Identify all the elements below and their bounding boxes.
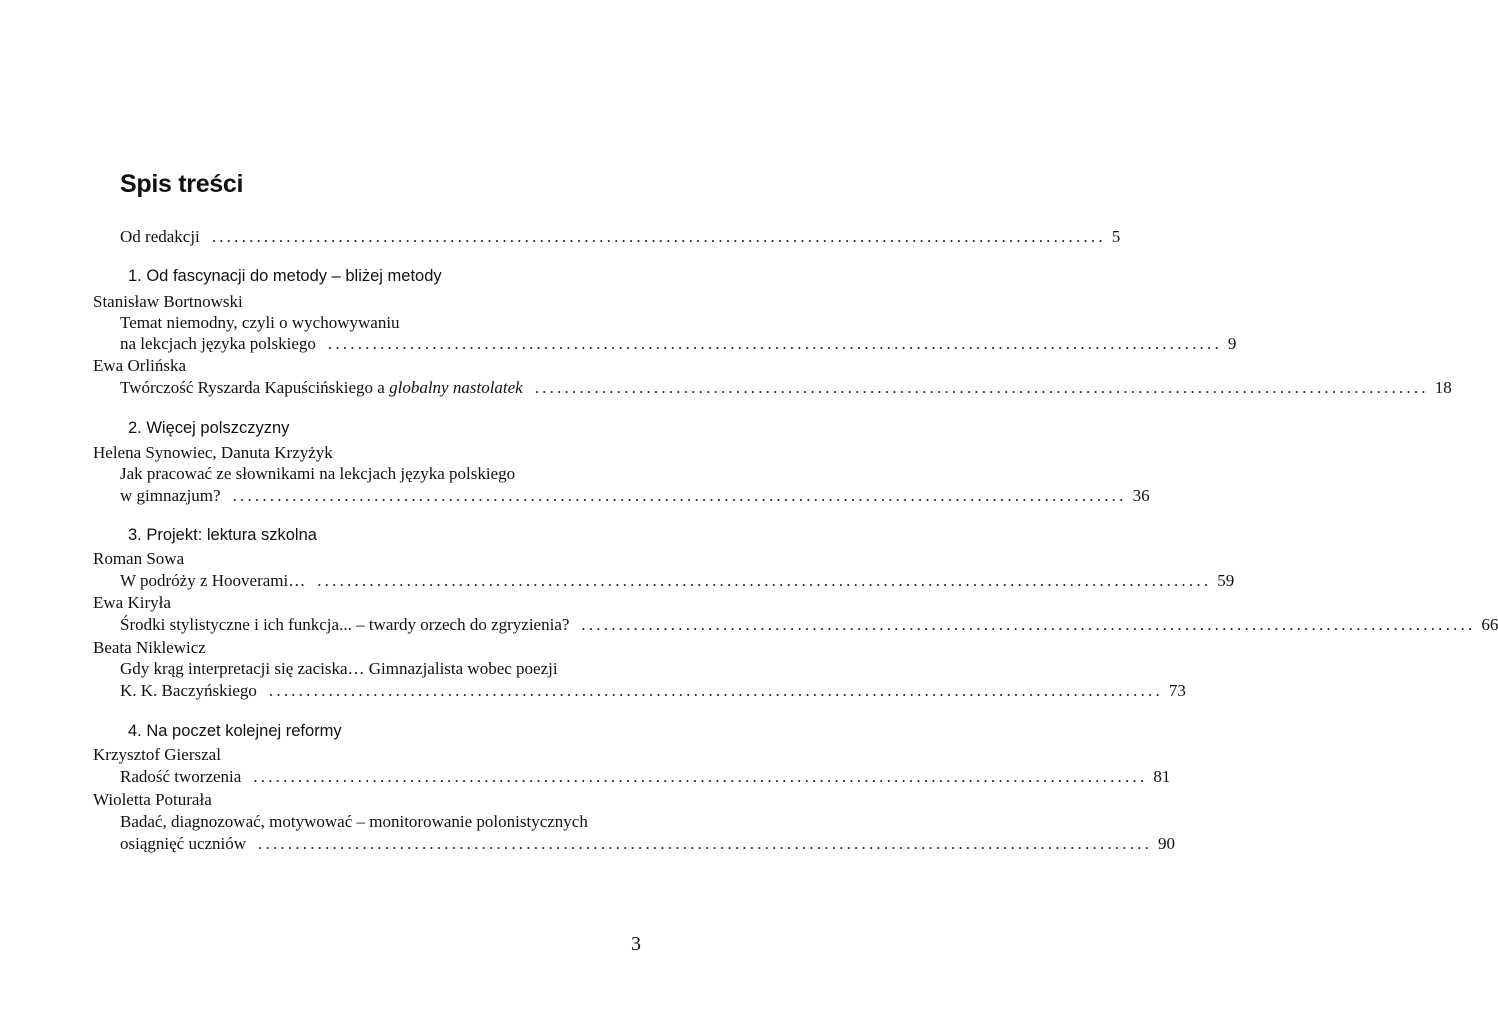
dot-leader: ........................................................................................................................ bbox=[268, 681, 1163, 700]
dot-leader: ........................................................................................................................ bbox=[258, 834, 1153, 853]
entry-author: Ewa Kiryła bbox=[93, 593, 171, 612]
toc-entry bbox=[120, 834, 1176, 854]
entry-page: 18 bbox=[1434, 378, 1452, 397]
entry-author: Beata Niklewicz bbox=[93, 638, 206, 657]
entry-title: Badać, diagnozować, motywować – monitorowanie polonistycznych bbox=[120, 812, 588, 831]
entry-page: 9 bbox=[1227, 334, 1237, 353]
entry-title: Od redakcji bbox=[120, 227, 200, 246]
toc-entry-intro bbox=[120, 227, 1121, 247]
entry-title-cont: K. K. Baczyńskiego bbox=[120, 681, 257, 700]
entry-author: Ewa Orlińska bbox=[93, 356, 187, 375]
entry-page: 90 bbox=[1158, 834, 1176, 853]
entry-title: Temat niemodny, czyli o wychowywaniu bbox=[120, 313, 400, 332]
entry-page: 73 bbox=[1168, 681, 1186, 700]
dot-leader: ........................................................................................................................ bbox=[317, 571, 1212, 590]
toc-entry bbox=[120, 486, 1150, 506]
entry-author: Krzysztof Gierszal bbox=[93, 745, 221, 764]
entry-page: 5 bbox=[1111, 227, 1121, 246]
section-heading-2: 2. Więcej polszczyzny bbox=[128, 419, 290, 437]
entry-title: Jak pracować ze słownikami na lekcjach języka polskiego bbox=[120, 464, 516, 483]
dot-leader: ........................................................................................................................ bbox=[253, 767, 1148, 786]
section-heading-4: 4. Na poczet kolejnej reformy bbox=[128, 722, 342, 740]
entry-title-cont: na lekcjach języka polskiego bbox=[120, 334, 316, 353]
entry-title-cont: w gimnazjum? bbox=[120, 486, 221, 505]
dot-leader: ........................................................................................................................ bbox=[534, 378, 1429, 397]
toc-entry bbox=[120, 334, 1237, 354]
entry-page: 81 bbox=[1153, 767, 1171, 786]
toc-entry bbox=[120, 571, 1235, 591]
toc-entry bbox=[120, 615, 1498, 635]
page-title: Spis treści bbox=[120, 170, 244, 198]
dot-leader: ........................................................................................................................ bbox=[211, 227, 1106, 246]
entry-title: Środki stylistyczne i ich funkcja... – twardy orzech do zgryzienia? bbox=[120, 615, 570, 634]
dot-leader: ........................................................................................................................ bbox=[232, 486, 1127, 505]
entry-title: Radość tworzenia bbox=[120, 767, 242, 786]
toc-entry bbox=[120, 378, 1452, 398]
toc-entry bbox=[120, 681, 1186, 701]
entry-title-italic: globalny nastolatek bbox=[389, 378, 523, 397]
toc-entry bbox=[120, 767, 1171, 787]
entry-title: Twórczość Ryszarda Kapuścińskiego a globalny nastolatek bbox=[120, 378, 523, 397]
entry-author: Stanisław Bortnowski bbox=[93, 292, 243, 311]
dot-leader: ........................................................................................................................ bbox=[327, 334, 1222, 353]
section-heading-1: 1. Od fascynacji do metody – bliżej metody bbox=[128, 267, 442, 285]
entry-page: 36 bbox=[1132, 486, 1150, 505]
entry-page: 59 bbox=[1217, 571, 1235, 590]
entry-title-cont: osiągnięć uczniów bbox=[120, 834, 247, 853]
entry-title: Gdy krąg interpretacji się zaciska… Gimnazjalista wobec poezji bbox=[120, 659, 558, 678]
entry-title: W podróży z Hooverami… bbox=[120, 571, 306, 590]
entry-author: Wioletta Poturała bbox=[93, 790, 212, 809]
section-heading-3: 3. Projekt: lektura szkolna bbox=[128, 526, 317, 544]
entry-author: Roman Sowa bbox=[93, 549, 185, 568]
entry-author: Helena Synowiec, Danuta Krzyżyk bbox=[93, 443, 333, 462]
page-number: 3 bbox=[631, 933, 641, 955]
entry-page: 66 bbox=[1481, 615, 1498, 634]
dot-leader: ........................................................................................................................ bbox=[581, 615, 1476, 634]
